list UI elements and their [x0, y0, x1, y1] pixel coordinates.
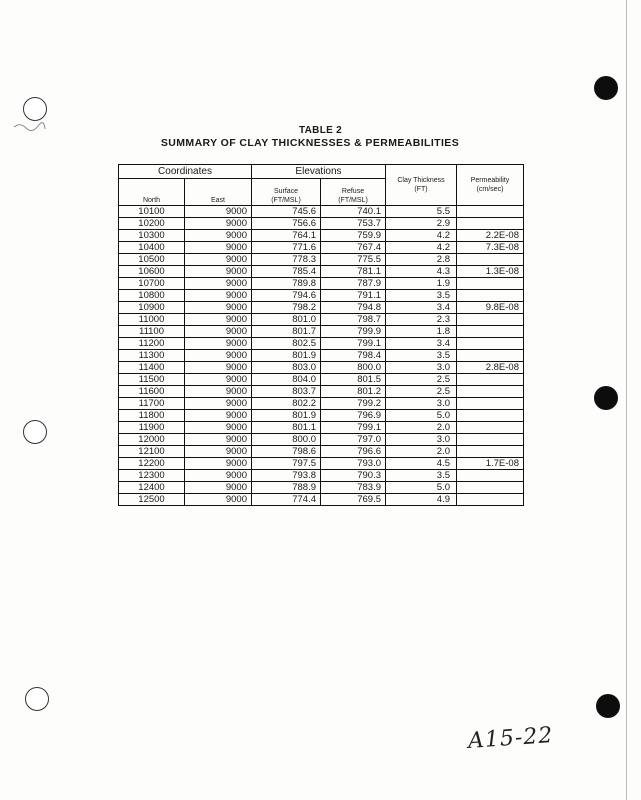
east-cell: 9000	[185, 314, 252, 326]
permeability-cell	[457, 410, 524, 422]
perm-header-label: Permeability	[470, 177, 510, 184]
clay-thickness-cell: 2.5	[386, 386, 457, 398]
refuse-cell: 790.3	[321, 470, 386, 482]
permeability-cell	[457, 314, 524, 326]
east-cell: 9000	[185, 374, 252, 386]
clay-thickness-cell: 2.0	[386, 446, 457, 458]
elevations-header: Elevations	[252, 165, 386, 179]
coordinates-header: Coordinates	[119, 165, 252, 179]
permeability-cell	[457, 326, 524, 338]
north-cell: 12300	[119, 470, 185, 482]
surface-cell: 785.4	[252, 266, 321, 278]
permeability-cell	[457, 398, 524, 410]
table-row	[119, 254, 524, 266]
refuse-cell: 799.1	[321, 422, 386, 434]
permeability-cell	[457, 482, 524, 494]
clay-thickness-cell: 4.9	[386, 494, 457, 506]
east-cell: 9000	[185, 338, 252, 350]
surface-cell: 756.6	[252, 218, 321, 230]
perm-header-unit: (cm/sec)	[476, 186, 504, 193]
permeability-cell	[457, 350, 524, 362]
surface-cell: 801.1	[252, 422, 321, 434]
refuse-cell: 787.9	[321, 278, 386, 290]
refuse-cell: 798.7	[321, 314, 386, 326]
refuse-cell: 801.2	[321, 386, 386, 398]
east-cell: 9000	[185, 386, 252, 398]
refuse-cell: 796.6	[321, 446, 386, 458]
table-row	[119, 218, 524, 230]
table-title: TABLE 2	[298, 125, 343, 136]
surface-cell: 801.9	[252, 350, 321, 362]
north-cell: 10800	[119, 290, 185, 302]
refuse-header	[321, 179, 386, 206]
table-row	[119, 290, 524, 302]
surface-cell: 802.2	[252, 398, 321, 410]
surface-cell: 801.7	[252, 326, 321, 338]
table-row	[119, 482, 524, 494]
permeability-cell: 1.3E-08	[457, 266, 524, 278]
permeability-cell	[457, 218, 524, 230]
east-cell: 9000	[185, 278, 252, 290]
north-cell: 12400	[119, 482, 185, 494]
permeability-cell	[457, 386, 524, 398]
table-row	[119, 326, 524, 338]
refuse-header-label: Refuse	[341, 188, 365, 195]
surface-cell: 800.0	[252, 434, 321, 446]
east-cell: 9000	[185, 302, 252, 314]
surface-cell: 793.8	[252, 470, 321, 482]
refuse-cell: 799.9	[321, 326, 386, 338]
clay-thickness-cell: 3.0	[386, 398, 457, 410]
east-cell: 9000	[185, 206, 252, 218]
surface-cell: 778.3	[252, 254, 321, 266]
binder-hole-top	[23, 97, 47, 121]
permeability-cell	[457, 254, 524, 266]
surface-header-unit: (FT/MSL)	[271, 197, 301, 204]
north-cell: 12000	[119, 434, 185, 446]
clay-header-unit: (FT)	[414, 186, 428, 193]
clay-header-label: Clay Thickness	[397, 177, 445, 184]
north-cell: 11600	[119, 386, 185, 398]
east-cell: 9000	[185, 230, 252, 242]
north-cell: 12500	[119, 494, 185, 506]
surface-cell: 797.5	[252, 458, 321, 470]
clay-thickness-cell: 4.5	[386, 458, 457, 470]
table-row	[119, 314, 524, 326]
surface-cell: 801.0	[252, 314, 321, 326]
refuse-cell: 783.9	[321, 482, 386, 494]
permeability-cell	[457, 290, 524, 302]
refuse-cell: 799.2	[321, 398, 386, 410]
clay-thickness-cell: 2.9	[386, 218, 457, 230]
east-cell: 9000	[185, 410, 252, 422]
refuse-cell: 794.8	[321, 302, 386, 314]
refuse-cell: 769.5	[321, 494, 386, 506]
east-cell: 9000	[185, 434, 252, 446]
refuse-cell: 793.0	[321, 458, 386, 470]
punch-mark-top	[594, 76, 618, 100]
permeability-cell	[457, 206, 524, 218]
surface-cell: 794.6	[252, 290, 321, 302]
refuse-cell: 801.5	[321, 374, 386, 386]
east-cell: 9000	[185, 350, 252, 362]
clay-thickness-cell: 4.2	[386, 230, 457, 242]
table-row	[119, 206, 524, 218]
table-subtitle: SUMMARY OF CLAY THICKNESSES & PERMEABILITIES	[160, 137, 460, 149]
east-cell: 9000	[185, 254, 252, 266]
surface-cell: 803.0	[252, 362, 321, 374]
refuse-cell: 775.5	[321, 254, 386, 266]
clay-thickness-cell: 3.0	[386, 362, 457, 374]
surface-cell: 764.1	[252, 230, 321, 242]
east-cell: 9000	[185, 266, 252, 278]
permeability-cell	[457, 434, 524, 446]
punch-mark-middle	[594, 386, 618, 410]
punch-mark-bottom	[596, 694, 620, 718]
surface-cell: 802.5	[252, 338, 321, 350]
clay-thickness-cell: 2.8	[386, 254, 457, 266]
table-row	[119, 242, 524, 254]
permeability-cell	[457, 374, 524, 386]
surface-cell: 771.6	[252, 242, 321, 254]
surface-cell: 789.8	[252, 278, 321, 290]
permeability-cell	[457, 338, 524, 350]
east-cell: 9000	[185, 218, 252, 230]
east-cell: 9000	[185, 362, 252, 374]
north-cell: 11500	[119, 374, 185, 386]
north-cell: 10700	[119, 278, 185, 290]
north-header: North	[119, 179, 185, 206]
table-row	[119, 446, 524, 458]
clay-thickness-cell: 2.5	[386, 374, 457, 386]
east-cell: 9000	[185, 458, 252, 470]
north-cell: 11700	[119, 398, 185, 410]
north-cell: 10200	[119, 218, 185, 230]
permeability-header	[457, 165, 524, 206]
east-cell: 9000	[185, 242, 252, 254]
north-cell: 11300	[119, 350, 185, 362]
clay-thickness-cell: 3.0	[386, 434, 457, 446]
refuse-cell: 797.0	[321, 434, 386, 446]
binder-hole-bottom	[25, 687, 49, 711]
refuse-cell: 791.1	[321, 290, 386, 302]
north-cell: 10900	[119, 302, 185, 314]
surface-cell: 803.7	[252, 386, 321, 398]
refuse-cell: 767.4	[321, 242, 386, 254]
east-cell: 9000	[185, 470, 252, 482]
surface-cell: 798.6	[252, 446, 321, 458]
table-row	[119, 362, 524, 374]
table-row	[119, 350, 524, 362]
refuse-cell: 796.9	[321, 410, 386, 422]
page-edge-line	[626, 0, 627, 800]
clay-thickness-header	[386, 165, 457, 206]
binder-hole-middle	[23, 420, 47, 444]
clay-thickness-cell: 4.2	[386, 242, 457, 254]
permeability-cell: 7.3E-08	[457, 242, 524, 254]
permeability-cell	[457, 494, 524, 506]
clay-thickness-cell: 3.5	[386, 470, 457, 482]
north-cell: 10400	[119, 242, 185, 254]
north-cell: 10300	[119, 230, 185, 242]
north-cell: 11100	[119, 326, 185, 338]
table-row	[119, 278, 524, 290]
surface-cell: 788.9	[252, 482, 321, 494]
permeability-cell: 2.8E-08	[457, 362, 524, 374]
refuse-cell: 799.1	[321, 338, 386, 350]
table-row	[119, 302, 524, 314]
east-cell: 9000	[185, 482, 252, 494]
clay-thickness-cell: 5.5	[386, 206, 457, 218]
north-cell: 11000	[119, 314, 185, 326]
table-row	[119, 410, 524, 422]
clay-thickness-cell: 3.5	[386, 350, 457, 362]
refuse-cell: 781.1	[321, 266, 386, 278]
clay-thickness-cell: 3.4	[386, 338, 457, 350]
table-row	[119, 434, 524, 446]
east-cell: 9000	[185, 398, 252, 410]
table-row	[119, 266, 524, 278]
north-cell: 10600	[119, 266, 185, 278]
surface-cell: 774.4	[252, 494, 321, 506]
surface-cell: 801.9	[252, 410, 321, 422]
table-row	[119, 374, 524, 386]
east-header: East	[185, 179, 252, 206]
east-cell: 9000	[185, 422, 252, 434]
north-cell: 12100	[119, 446, 185, 458]
table-row	[119, 230, 524, 242]
clay-thickness-cell: 2.3	[386, 314, 457, 326]
clay-thickness-cell: 5.0	[386, 482, 457, 494]
permeability-cell	[457, 422, 524, 434]
refuse-cell: 798.4	[321, 350, 386, 362]
permeability-cell	[457, 278, 524, 290]
refuse-cell: 759.9	[321, 230, 386, 242]
permeability-cell	[457, 470, 524, 482]
table-row	[119, 422, 524, 434]
table-row	[119, 398, 524, 410]
surface-header	[252, 179, 321, 206]
north-cell: 11900	[119, 422, 185, 434]
north-cell: 11800	[119, 410, 185, 422]
handwritten-page-label: A15-22	[467, 723, 555, 754]
north-cell: 10500	[119, 254, 185, 266]
permeability-cell: 9.8E-08	[457, 302, 524, 314]
surface-cell: 745.6	[252, 206, 321, 218]
refuse-cell: 800.0	[321, 362, 386, 374]
surface-header-label: Surface	[273, 188, 299, 195]
table-body	[119, 206, 524, 506]
permeability-cell: 1.7E-08	[457, 458, 524, 470]
surface-cell: 798.2	[252, 302, 321, 314]
refuse-cell: 740.1	[321, 206, 386, 218]
north-cell: 10100	[119, 206, 185, 218]
table-row	[119, 458, 524, 470]
table-row	[119, 494, 524, 506]
table-row	[119, 386, 524, 398]
refuse-cell: 753.7	[321, 218, 386, 230]
clay-thickness-cell: 2.0	[386, 422, 457, 434]
clay-summary-table	[118, 164, 524, 506]
clay-thickness-cell: 3.5	[386, 290, 457, 302]
clay-thickness-cell: 4.3	[386, 266, 457, 278]
surface-cell: 804.0	[252, 374, 321, 386]
east-cell: 9000	[185, 290, 252, 302]
clay-thickness-cell: 5.0	[386, 410, 457, 422]
north-cell: 11400	[119, 362, 185, 374]
clay-thickness-cell: 3.4	[386, 302, 457, 314]
north-cell: 12200	[119, 458, 185, 470]
east-cell: 9000	[185, 446, 252, 458]
east-cell: 9000	[185, 326, 252, 338]
clay-thickness-cell: 1.8	[386, 326, 457, 338]
table-row	[119, 338, 524, 350]
clay-thickness-cell: 1.9	[386, 278, 457, 290]
table-row	[119, 470, 524, 482]
permeability-cell: 2.2E-08	[457, 230, 524, 242]
east-cell: 9000	[185, 494, 252, 506]
refuse-header-unit: (FT/MSL)	[338, 197, 368, 204]
permeability-cell	[457, 446, 524, 458]
north-cell: 11200	[119, 338, 185, 350]
